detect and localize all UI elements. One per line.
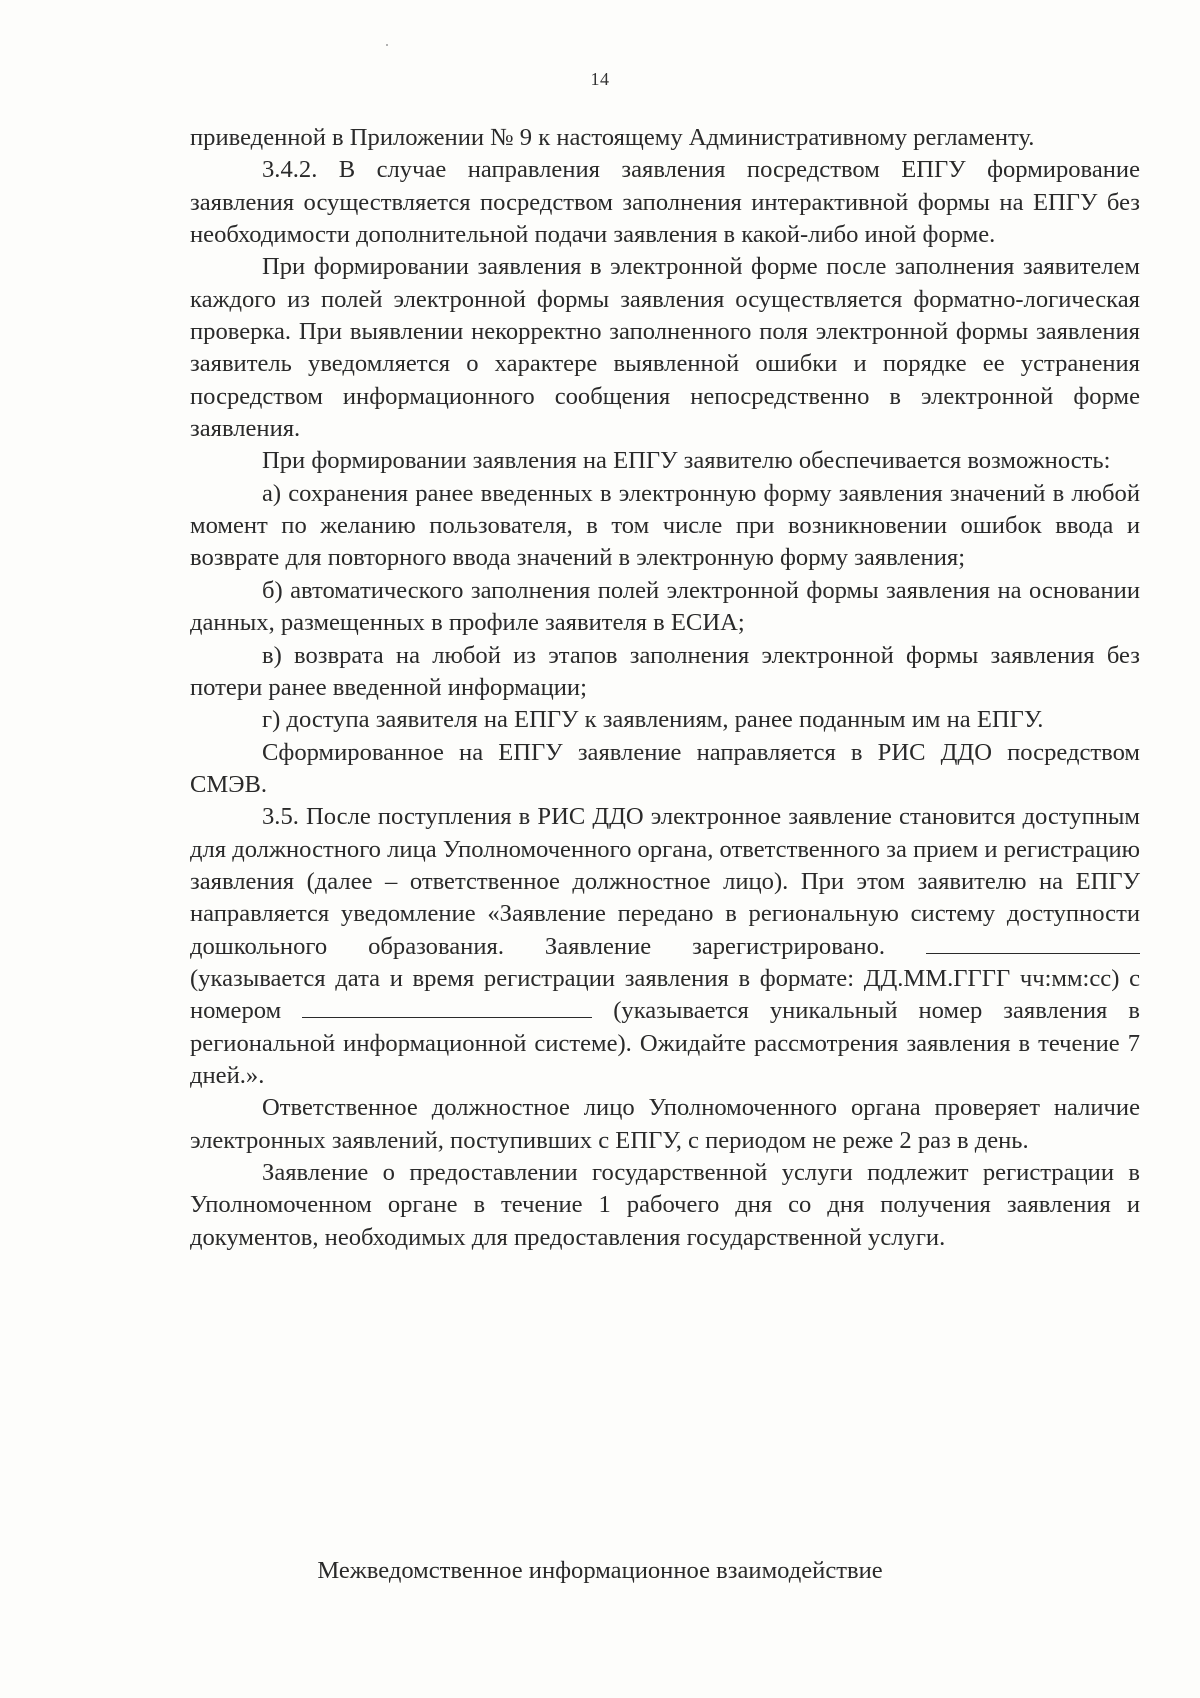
paragraph-format-check: При формировании заявления в электронной форме после заполнения заявителем каждого из полей электронной формы заявления осуществляется форматно-логическая проверка. При выявлении некорректно заполненного поля электронной формы заявления заявитель уведомляется о характере выявленной ошибки и порядке ее устранения посредством информационного сообщения непосредственно в электронной форме заявления. bbox=[190, 253, 1140, 443]
scan-speck bbox=[386, 44, 388, 46]
paragraph-possibilities-intro: При формировании заявления на ЕПГУ заявителю обеспечивается возможность: bbox=[262, 447, 1111, 475]
page-number: 14 bbox=[590, 69, 610, 89]
list-item-a: а) сохранения ранее введенных в электронную форму заявления значений в любой момент по желанию пользователя, в том числе при возникновении ошибок ввода и возврате для повторного ввода значений в электронную форму заявления; bbox=[190, 479, 1140, 572]
list-item-b: б) автоматического заполнения полей электронной формы заявления на основании данных, размещенных в профиле заявителя в ЕСИА; bbox=[190, 576, 1140, 637]
paragraph-registration: Заявление о предоставлении государственной услуги подлежит регистрации в Уполномоченном органе в течение 1 рабочего дня со дня получения заявления и документов, необходимых для предоставления государственной услуги. bbox=[190, 1159, 1140, 1251]
date-blank-line bbox=[926, 933, 1140, 954]
section-heading: Межведомственное информационное взаимодействие bbox=[317, 1557, 883, 1584]
paragraph-continuation: приведенной в Приложении № 9 к настоящему Административному регламенту. bbox=[190, 124, 1035, 151]
number-blank-line bbox=[302, 997, 592, 1018]
paragraph-3-5 bbox=[190, 801, 1140, 1092]
paragraph-3-4-2: 3.4.2. В случае направления заявления посредством ЕПГУ формирование заявления осуществляется посредством заполнения интерактивной формы на ЕПГУ без необходимости дополнительной подачи заявления в какой-либо иной форме. bbox=[190, 156, 1140, 249]
paragraph-check-frequency: Ответственное должностное лицо Уполномоченного органа проверяет наличие электронных заявлений, поступивших с ЕПГУ, с периодом не реже 2 раз в день. bbox=[190, 1094, 1140, 1154]
notice-text-part-3: (указывается уникальный номер заявления в региональной информационной системе). Ожидайте рассмотрения заявления в течение 7 дней.». bbox=[190, 997, 1140, 1089]
list-item-g: г) доступа заявителя на ЕПГУ к заявлениям, ранее поданным им на ЕПГУ. bbox=[262, 706, 1044, 734]
notice-text-part-2: (указывается дата и время регистрации заявления в формате: ДД.ММ.ГГГГ чч:мм:сс) с номером bbox=[190, 964, 1140, 1025]
notice-text-part-1: 3.5. После поступления в РИС ДДО электронное заявление становится доступным для должностного лица Уполномоченного органа, ответственного за прием и регистрацию заявления (далее – ответственное должностное лицо). При этом заявителю на ЕПГУ направляется уведомление «Заявление передано в региональную систему доступности дошкольного образования. Заявление зарегистрировано. bbox=[190, 803, 1140, 960]
paragraph-smev: Сформированное на ЕПГУ заявление направляется в РИС ДДО посредством СМЭВ. bbox=[190, 738, 1140, 798]
document-body bbox=[190, 122, 1140, 1254]
list-item-v: в) возврата на любой из этапов заполнения электронной формы заявления без потери ранее введенной информации; bbox=[190, 641, 1140, 701]
